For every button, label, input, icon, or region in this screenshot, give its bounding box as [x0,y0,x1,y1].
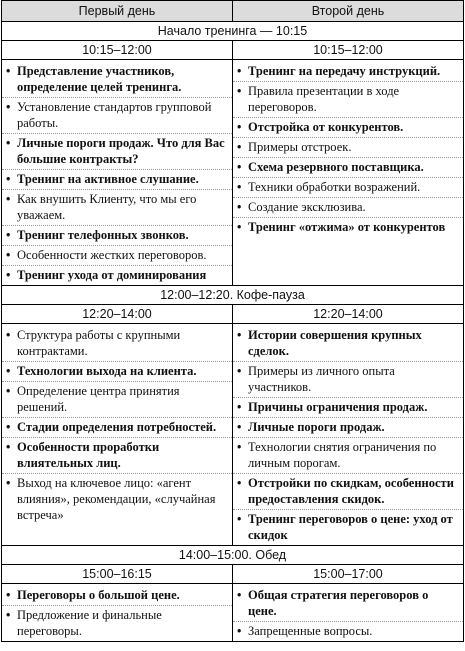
day2-session-2 [233,305,464,546]
topic-item: • Примеры отстроек. [233,138,463,158]
session-time: 10:15–12:00 [233,41,463,60]
topic-item: • Установление стандартов групповой работы. [2,98,232,134]
session-row-2 [2,305,464,546]
topic-item: • Тренинг на активное слушание. [2,170,232,190]
topic-item: • Причины ограничения продаж. [233,398,463,418]
topic-list [2,62,232,285]
topic-list [233,586,463,641]
topic-item: • Определение центра принятия решений. [2,382,232,418]
start-row [2,22,464,41]
topic-item: • Схема резервного поставщика. [233,158,463,178]
header-day2: Второй день [233,1,464,22]
topic-item: • Технологии выхода на клиента. [2,362,232,382]
topic-item: • Техники обработки возражений. [233,178,463,198]
coffee-break: 12:00–12:20. Кофе-пауза [2,286,464,305]
topic-item: • Технологии снятия ограничения по личным порогам. [233,438,463,474]
topic-item: • Тренинг на передачу инструкций. [233,62,463,82]
topic-list [2,586,232,641]
session-time: 15:00–17:00 [233,565,463,584]
lunch-break: 14:00–15:00. Обед [2,546,464,565]
topic-item: • Создание эксклюзива. [233,198,463,218]
day1-session-2 [2,305,233,546]
topic-item: • Как внушить Клиенту, что мы его уважаем. [2,190,232,226]
session-time: 12:20–14:00 [233,305,463,324]
topic-list [2,326,232,525]
break-row-1 [2,286,464,305]
topic-item: • Тренинг переговоров о цене: уход от скидок [233,510,463,545]
topic-item: • Личные пороги продаж. [233,418,463,438]
topic-item: • Особенности проработки влиятельных лиц. [2,438,232,474]
day1-session-1 [2,41,233,286]
day2-session-3 [233,565,464,642]
day1-session-3 [2,565,233,642]
topic-item: • Тренинг «отжима» от конкурентов [233,218,463,237]
topic-item: • Особенности жестких переговоров. [2,246,232,266]
header-day1: Первый день [2,1,233,22]
topic-item: • Правила презентации в ходе переговоров. [233,82,463,118]
header-row [2,1,464,22]
session-time: 12:20–14:00 [2,305,232,324]
topic-item: • Отстройка от конкурентов. [233,118,463,138]
topic-item: • Личные пороги продаж. Что для Вас большие контракты? [2,134,232,170]
topic-item: • Примеры из личного опыта участников. [233,362,463,398]
schedule-table [1,0,464,642]
topic-item: • Общая стратегия переговоров о цене. [233,586,463,622]
topic-list [233,326,463,545]
session-time: 15:00–16:15 [2,565,232,584]
schedule-document [1,0,463,642]
session-row-3 [2,565,464,642]
topic-item: • Истории совершения крупных сделок. [233,326,463,362]
session-time: 10:15–12:00 [2,41,232,60]
session-row-1 [2,41,464,286]
topic-list [233,62,463,237]
topic-item: • Стадии определения потребностей. [2,418,232,438]
break-row-2 [2,546,464,565]
topic-item: • Предложение и финальные переговоры. [2,606,232,641]
topic-item: • Тренинг ухода от доминирования [2,266,232,285]
topic-item: • Отстройки по скидкам, особенности предоставления скидок. [233,474,463,510]
topic-item: • Тренинг телефонных звонков. [2,226,232,246]
topic-item: • Структура работы с крупными контрактами. [2,326,232,362]
topic-item: • Выход на ключевое лицо: «агент влияния», рекомендации, «случайная встреча» [2,474,232,525]
training-start: Начало тренинга — 10:15 [2,22,464,41]
day2-session-1 [233,41,464,286]
topic-item: • Запрещенные вопросы. [233,622,463,641]
topic-item: • Переговоры о большой цене. [2,586,232,606]
topic-item: • Представление участников, определение целей тренинга. [2,62,232,98]
